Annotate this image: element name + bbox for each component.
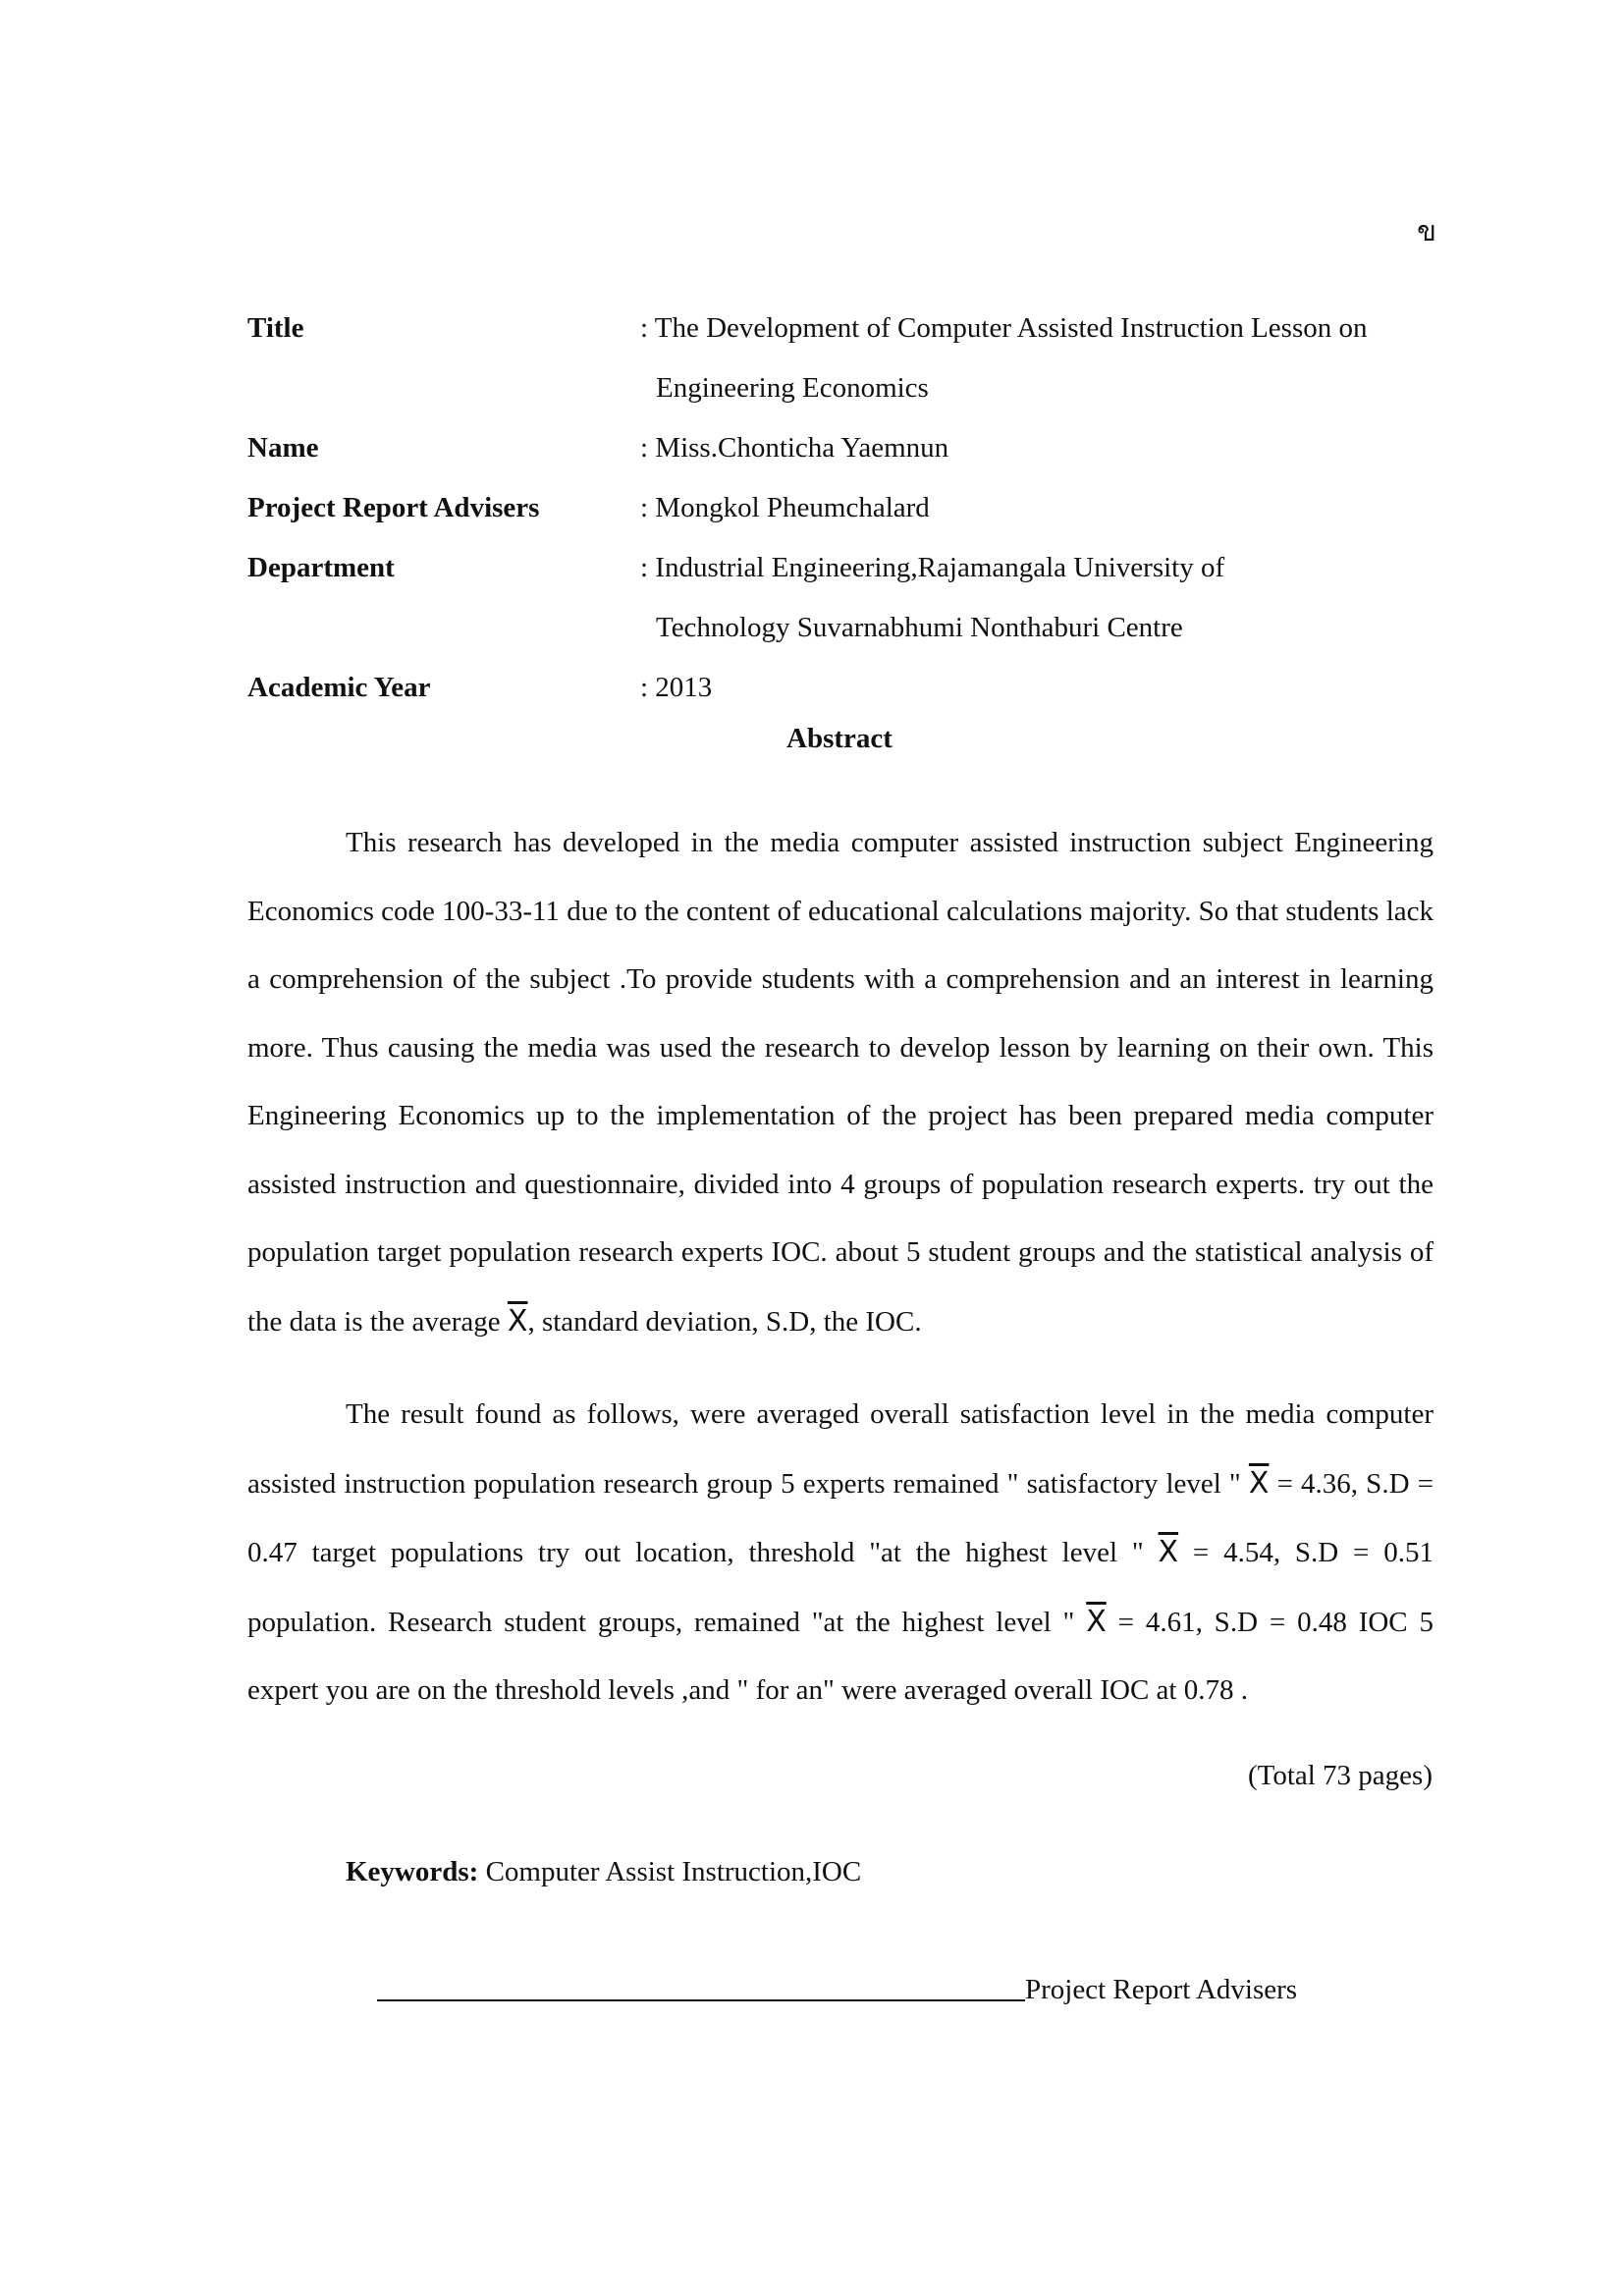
title-value-line1: : The Development of Computer Assisted Instruction Lesson on [640, 312, 1368, 344]
abstract-paragraph-1 [247, 809, 1434, 1356]
signature-label: Project Report Advisers [1025, 1974, 1298, 2005]
title-row [247, 299, 1435, 418]
paragraph2-part1: The result found as follows, were averaged overall satisfaction level in the media computer assisted instruction population research group 5 experts remained " satisfactory level " [247, 1398, 1434, 1500]
abstract-heading: Abstract [786, 723, 893, 754]
title-value [640, 299, 1435, 418]
paragraph2-part4: = 4.61, S.D = 0.48 IOC 5 expert you are on the threshold levels ,and " for an" were averaged overall IOC at 0.78 . [247, 1606, 1434, 1706]
abstract-paragraph-2 [247, 1381, 1434, 1725]
signature-line [377, 1970, 1025, 2001]
signature-block [377, 1970, 1297, 2006]
metadata-block [247, 299, 1435, 718]
department-row [247, 538, 1435, 658]
department-value-line2: Technology Suvarnabhumi Nonthaburi Centre [656, 612, 1183, 643]
keywords [346, 1856, 861, 1888]
mean-symbol: $\overline{X}$ [1086, 1604, 1107, 1639]
title-value-line2: Engineering Economics [656, 372, 929, 404]
name-value: : Miss.Chonticha Yaemnun [640, 432, 949, 464]
keywords-value: Computer Assist Instruction,IOC [485, 1856, 862, 1887]
paragraph1-text: This research has developed in the media computer assisted instruction subject Engineering Economics code 100-33-11 due to the content of educational calculations majority. So that students lack a comprehension of the subject .To provide students with a comprehension and an interest in learning more. Thus causing the media was used the research to develop lesson by learning on their own. This Engineering Economics up to the implementation of the project has been prepared media computer assisted instruction and questionnaire, divided into 4 groups of population research experts. try out the population target population research experts IOC. about 5 student groups and the statistical analysis of the data is the average [247, 827, 1434, 1338]
total-pages: (Total 73 pages) [1247, 1760, 1433, 1791]
title-label: Title [247, 312, 304, 344]
department-value-line1: : Industrial Engineering,Rajamangala University of [640, 552, 1225, 583]
department-label: Department [247, 552, 395, 583]
paragraph1-text-end: , standard deviation, S.D, the IOC. [527, 1305, 922, 1338]
year-label: Academic Year [247, 672, 431, 703]
name-label: Name [247, 432, 319, 464]
paragraph2-part2: = 4.36, S.D = 0.47 target populations try out location, threshold "at the highest level " [247, 1467, 1434, 1568]
advisers-row [247, 478, 1435, 538]
mean-symbol: $\overline{X}$ [507, 1303, 528, 1339]
year-value: : 2013 [640, 672, 713, 703]
mean-symbol: $\overline{X}$ [1158, 1535, 1179, 1569]
year-row [247, 658, 1435, 718]
name-row [247, 418, 1435, 478]
page-number: ข [1417, 216, 1436, 247]
advisers-label: Project Report Advisers [247, 492, 540, 523]
department-value [640, 538, 1435, 658]
mean-symbol: $\overline{X}$ [1248, 1465, 1270, 1501]
keywords-label: Keywords: [346, 1856, 479, 1887]
paragraph2-part3: = 4.54, S.D = 0.51 population. Research student groups, remained "at the highest level " [247, 1537, 1434, 1638]
advisers-value: : Mongkol Pheumchalard [640, 492, 930, 523]
